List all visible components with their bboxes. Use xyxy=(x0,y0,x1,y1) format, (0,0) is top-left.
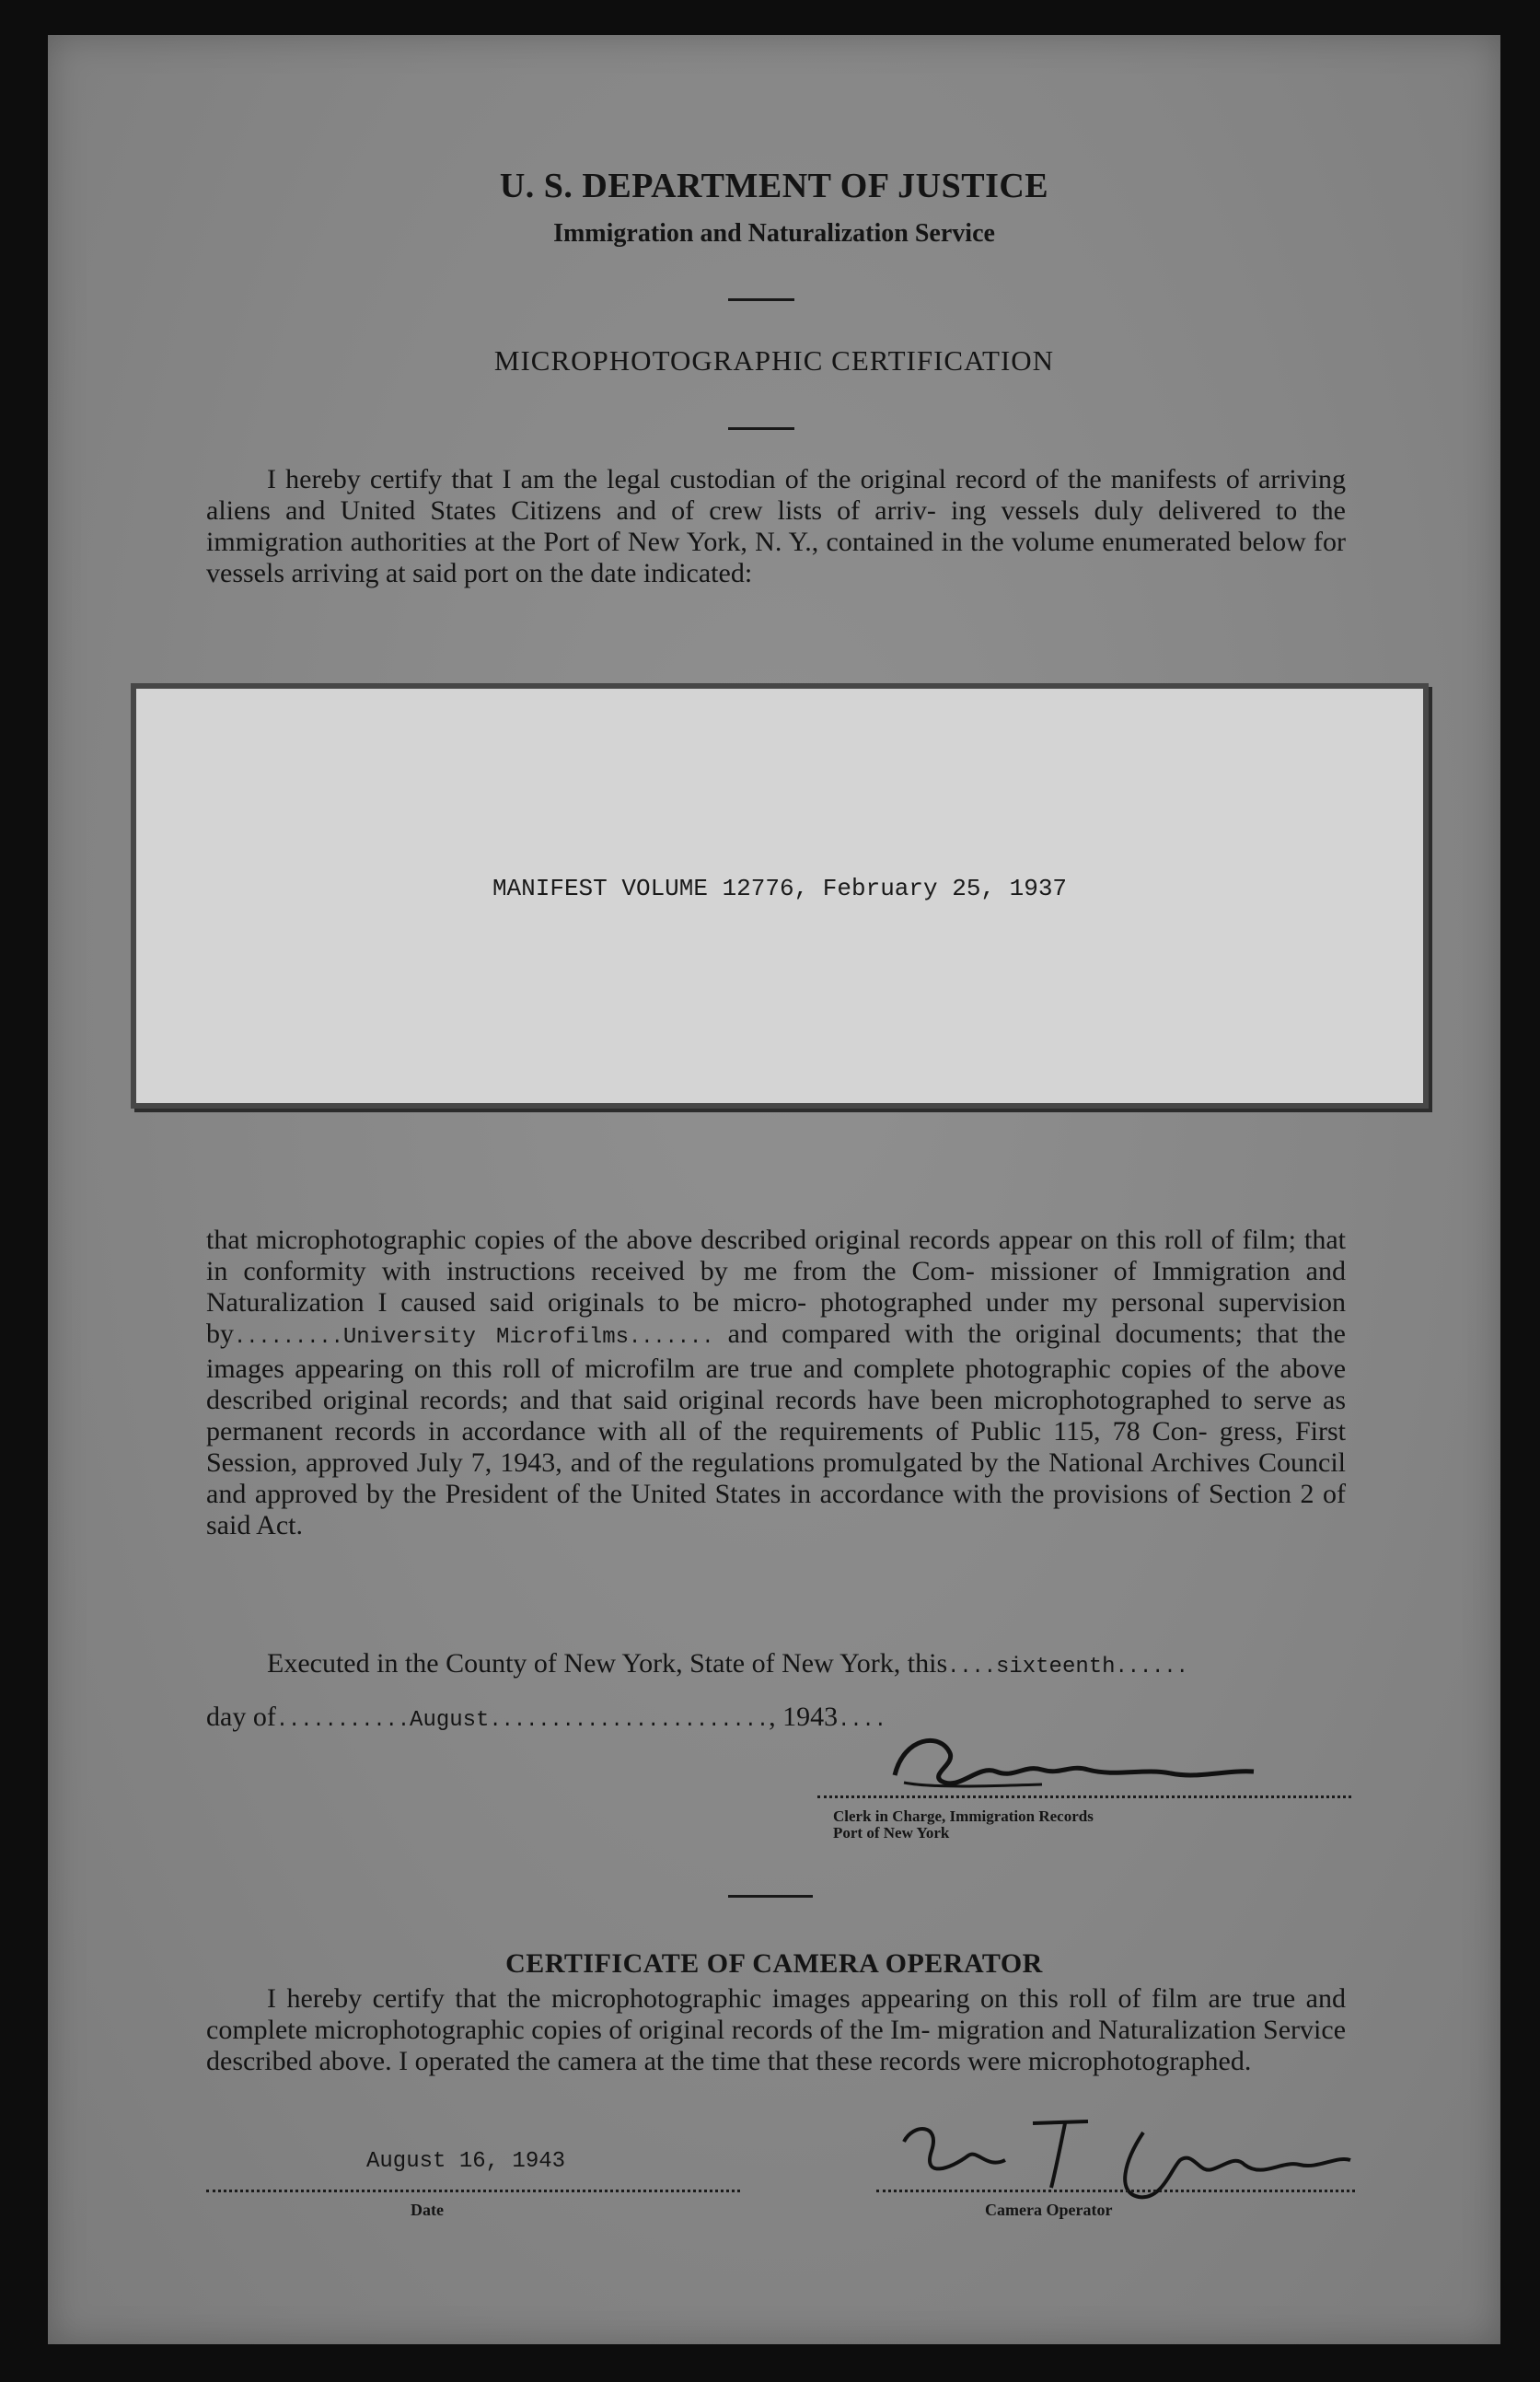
intro-line: manifests of arriving aliens and United States Citizens and of crew lists of arriv- xyxy=(206,464,1347,526)
camera-line: time that these records were microphotographed. xyxy=(711,2046,1252,2076)
operator-signature-line xyxy=(876,2190,1355,2192)
body-line: records; and that said original records have been microphotographed to serve as xyxy=(420,1385,1346,1415)
divider xyxy=(728,298,794,301)
year-value: , 1943 xyxy=(769,1702,839,1732)
day-of-label: day of xyxy=(206,1702,276,1732)
dot-leader: ....................... xyxy=(489,1709,770,1732)
supervisor-name: University Microfilms xyxy=(342,1325,629,1350)
divider xyxy=(728,427,794,430)
body-line: microfilm are true and complete photographic copies of the above described original xyxy=(206,1354,1347,1415)
camera-operator-label: Camera Operator xyxy=(985,2201,1113,2219)
certificate-page xyxy=(48,35,1500,2344)
body-line: that microphotographic copies of the above described original records appear on this xyxy=(206,1225,1157,1255)
camera-certificate-title: CERTIFICATE OF CAMERA OPERATOR xyxy=(505,1948,1043,1979)
clerk-title-line: Clerk in Charge, Immigration Records xyxy=(833,1807,1094,1825)
dot-leader: .... xyxy=(947,1656,996,1679)
date-signature-line xyxy=(206,2190,740,2192)
manifest-volume-card xyxy=(131,683,1429,1109)
body-line: National Archives Council and approved by the President of the United States in xyxy=(206,1447,1347,1509)
certification-title: MICROPHOTOGRAPHIC CERTIFICATION xyxy=(493,344,1055,377)
intro-line: ing vessels duly delivered to the immigration authorities at the Port of New York, xyxy=(206,495,1346,557)
body-line: permanent records in accordance with all of the requirements of Public 115, 78 Con- xyxy=(206,1416,1208,1447)
clerk-title-line: Port of New York xyxy=(833,1824,950,1842)
supervision-prefix: photographed under my personal supervision by xyxy=(206,1287,1346,1349)
camera-paragraph xyxy=(206,1983,1346,2077)
clerk-signature xyxy=(876,1727,1263,1799)
dot-leader: ...... xyxy=(1115,1656,1188,1679)
clerk-title xyxy=(833,1808,1094,1842)
body-paragraph xyxy=(206,1225,1346,1541)
department-heading: U. S. DEPARTMENT OF JUSTICE xyxy=(499,167,1049,205)
intro-paragraph xyxy=(206,464,1346,589)
divider xyxy=(728,1895,813,1898)
clerk-signature-line xyxy=(817,1795,1351,1798)
dot-leader: ........... xyxy=(275,1709,411,1732)
intro-line: N. Y., contained in the volume enumerated below for vessels arriving at said port on xyxy=(206,527,1347,588)
month-value: August xyxy=(410,1708,490,1733)
intro-line: the date indicated: xyxy=(550,558,753,588)
camera-line: I hereby certify that the microphotographic images appearing on this roll of xyxy=(267,1983,1141,2014)
dot-leader: .... xyxy=(838,1709,886,1732)
camera-line: migration and Naturalization Service described above. I operated the camera at the xyxy=(206,2015,1347,2076)
body-line: accordance with the provisions of Section 2 of said Act. xyxy=(206,1479,1347,1540)
execution-line xyxy=(267,1648,1188,1679)
date-value: August 16, 1943 xyxy=(366,2149,566,2174)
day-word: sixteenth xyxy=(995,1655,1116,1679)
dot-leader: ......... xyxy=(234,1326,343,1349)
body-line: gress, First Session, approved July 7, 1943, and of the regulations promulgated by the xyxy=(206,1416,1346,1478)
body-line: missioner of Immigration and Naturalization I caused said originals to be micro- xyxy=(206,1256,1347,1318)
body-line: roll of film; that in conformity with instructions received by me from the Com- xyxy=(206,1225,1347,1286)
day-of-line xyxy=(206,1702,886,1733)
execution-prefix: Executed in the County of New York, State of New York, this xyxy=(267,1648,948,1679)
service-subheading: Immigration and Naturalization Service xyxy=(553,219,995,248)
intro-line: I hereby certify that I am the legal custodian of the original record of the xyxy=(267,464,1102,494)
body-line: and compared with the original documents; that the images appearing on this roll of xyxy=(206,1319,1346,1384)
date-label: Date xyxy=(411,2201,444,2219)
camera-line: film are true and complete microphotographic copies of original records of the Im- xyxy=(206,1983,1347,2045)
manifest-volume-text: MANIFEST VOLUME 12776, February 25, 1937 xyxy=(492,875,1068,902)
dot-leader: ....... xyxy=(629,1326,714,1349)
